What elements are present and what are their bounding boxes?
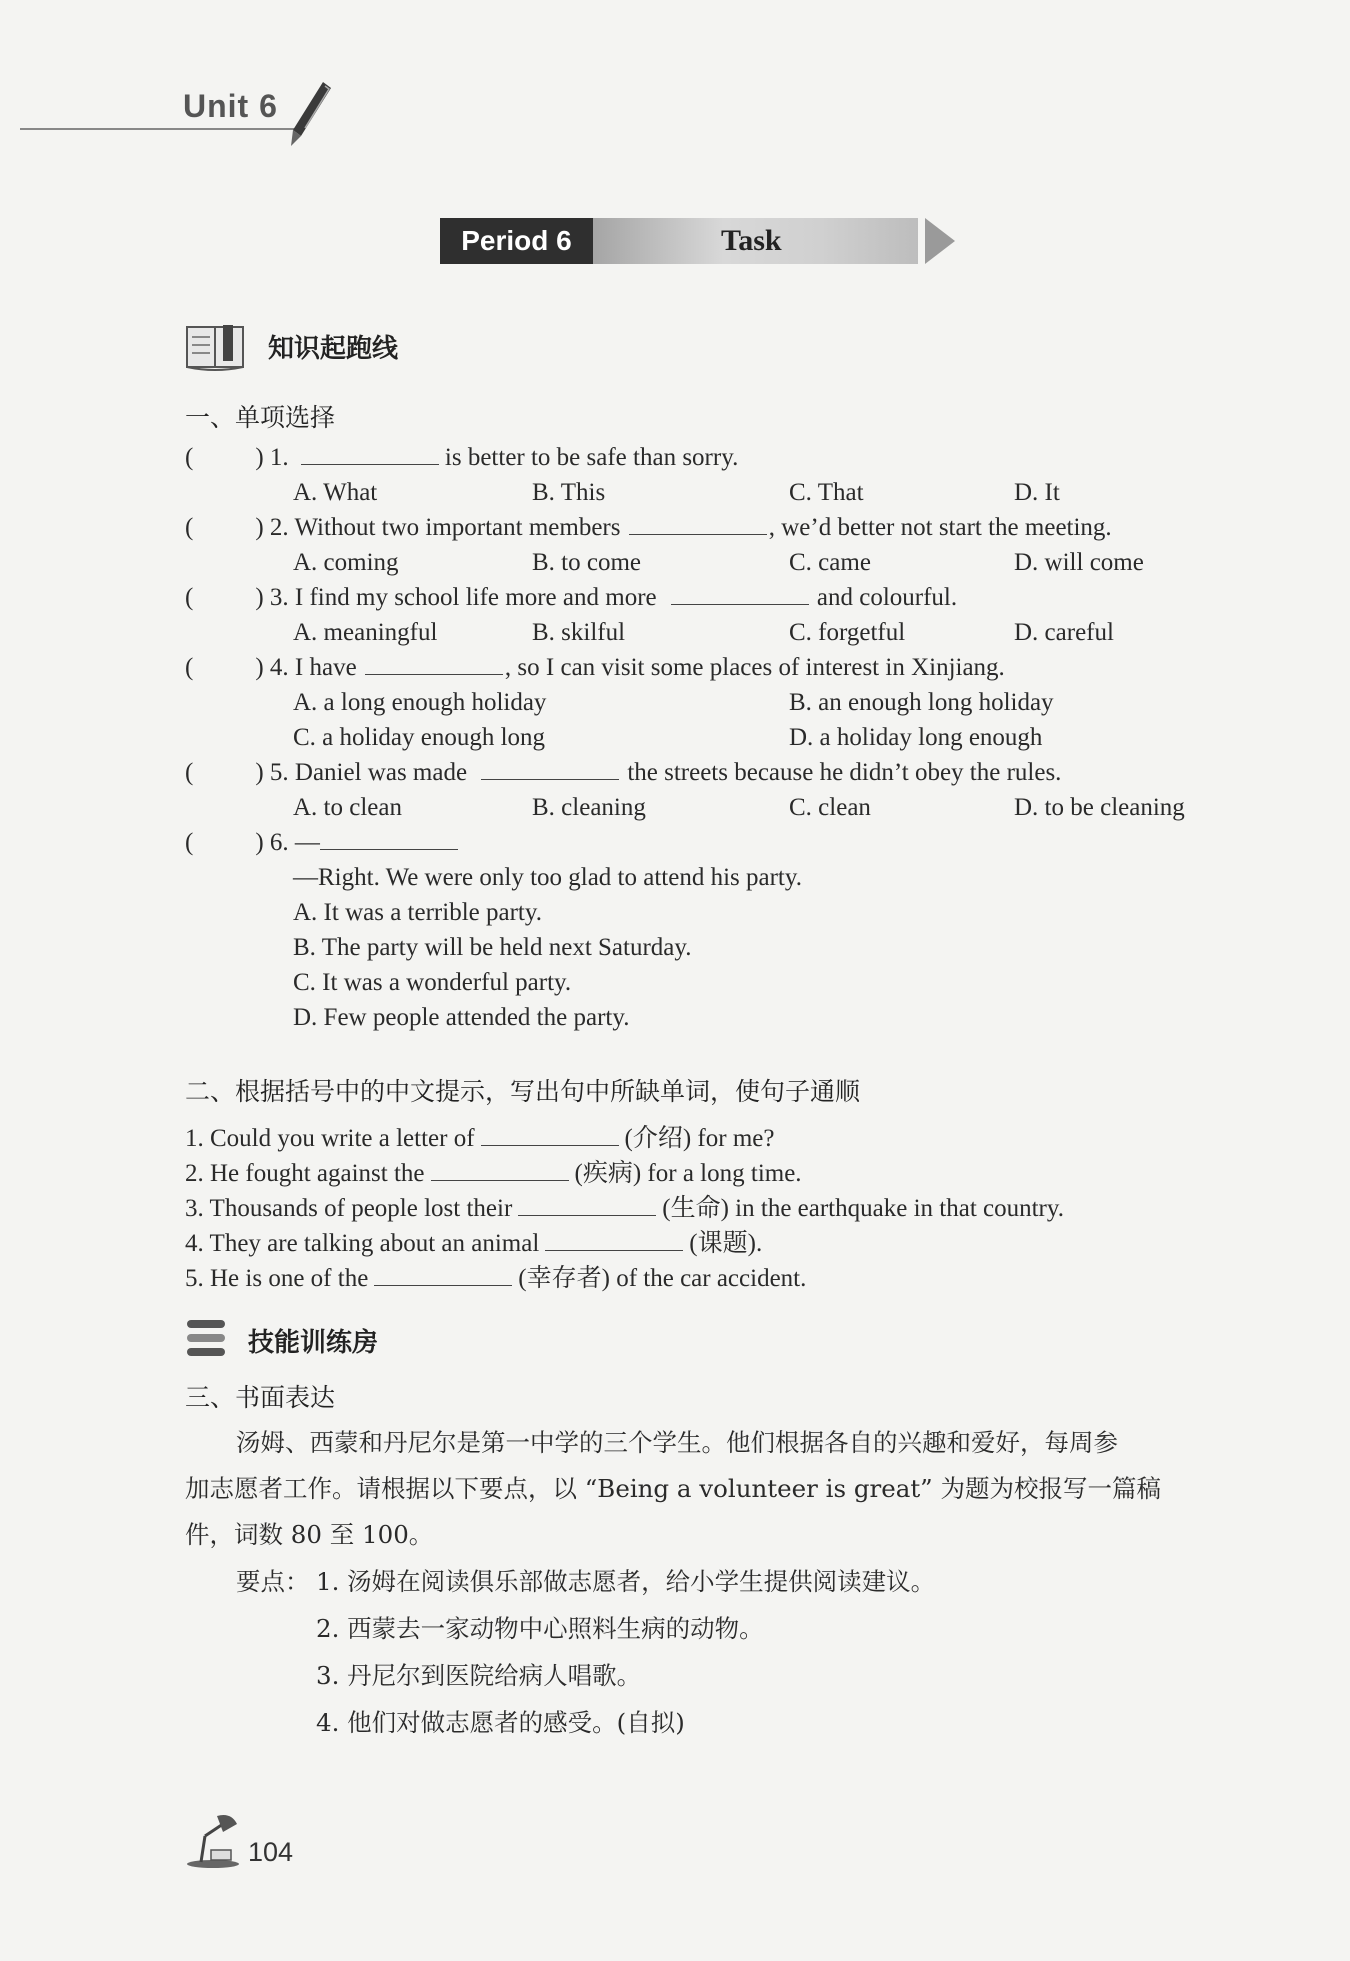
fill-item-3: 3. Thousands of people lost their (生命) in the earthquake in that country. xyxy=(185,1195,1065,1222)
q6-option-d: D. Few people attended the party. xyxy=(293,1004,630,1031)
q2-option-d: D. will come xyxy=(1014,549,1144,576)
page-number: 104 xyxy=(248,1837,294,1867)
q6-option-c: C. It was a wonderful party. xyxy=(293,969,572,996)
q5-option-c: C. clean xyxy=(789,794,871,821)
q4-option-c: C. a holiday enough long xyxy=(293,724,546,751)
q6-option-b: B. The party will be held next Saturday. xyxy=(293,934,692,961)
q4-option-b: B. an enough long holiday xyxy=(789,689,1054,716)
q3-option-c: C. forgetful xyxy=(789,619,906,646)
q1-option-b: B. This xyxy=(532,479,606,506)
q6-reply: —Right. We were only too glad to attend his party. xyxy=(293,864,803,891)
point-3: 3. 丹尼尔到医院给病人唱歌。 xyxy=(316,1661,642,1690)
unit-title: Unit 6 xyxy=(183,88,278,124)
question-5: ( ) 5. Daniel was made the streets because he didn’t obey the rules. xyxy=(185,759,1062,786)
part3-title: 三、书面表达 xyxy=(185,1383,336,1412)
part1-title: 一、单项选择 xyxy=(185,403,336,432)
q1-option-a: A. What xyxy=(293,479,378,506)
writing-prompt-line-3: 件，词数 80 至 100。 xyxy=(185,1520,434,1549)
q5-option-a: A. to clean xyxy=(293,794,402,821)
fill-item-5: 5. He is one of the (幸存者) of the car accident. xyxy=(185,1265,807,1292)
point-4: 4. 他们对做志愿者的感受。(自拟) xyxy=(316,1708,685,1737)
banner-arrow-icon xyxy=(925,218,955,264)
q2-option-a: A. coming xyxy=(293,549,399,576)
skill-icon xyxy=(185,1318,229,1358)
q6-option-a: A. It was a terrible party. xyxy=(293,899,542,926)
book-icon xyxy=(185,323,247,373)
question-2: ( ) 2. Without two important members , we’d better not start the meeting. xyxy=(185,514,1112,541)
q2-option-b: B. to come xyxy=(532,549,642,576)
q4-option-d: D. a holiday long enough xyxy=(789,724,1043,751)
section-title-1: 知识起跑线 xyxy=(268,334,399,364)
q1-option-d: D. It xyxy=(1014,479,1060,506)
question-3: ( ) 3. I find my school life more and more and colourful. xyxy=(185,584,958,611)
q3-option-a: A. meaningful xyxy=(293,619,438,646)
points-label: 要点： xyxy=(236,1567,310,1596)
period-label: Period 6 xyxy=(440,218,593,264)
point-2: 2. 西蒙去一家动物中心照料生病的动物。 xyxy=(316,1614,764,1643)
fill-item-4: 4. They are talking about an animal (课题). xyxy=(185,1230,763,1257)
question-6: ( ) 6. — xyxy=(185,829,458,857)
q1-option-c: C. That xyxy=(789,479,864,506)
q5-option-b: B. cleaning xyxy=(532,794,646,821)
q3-option-d: D. careful xyxy=(1014,619,1114,646)
desk-lamp-icon xyxy=(183,1810,243,1870)
task-label: Task xyxy=(593,218,918,264)
q5-option-d: D. to be cleaning xyxy=(1014,794,1185,821)
section-title-2: 技能训练房 xyxy=(248,1328,379,1358)
writing-prompt-line-2: 加志愿者工作。请根据以下要点，以 “Being a volunteer is great” 为题为校报写一篇稿 xyxy=(185,1474,1161,1503)
part2-title: 二、根据括号中的中文提示，写出句中所缺单词，使句子通顺 xyxy=(185,1077,861,1106)
writing-prompt-line-1: 汤姆、西蒙和丹尼尔是第一中学的三个学生。他们根据各自的兴趣和爱好，每周参 xyxy=(236,1428,1118,1457)
question-1: ( ) 1. is better to be safe than sorry. xyxy=(185,444,739,471)
q2-option-c: C. came xyxy=(789,549,871,576)
header-rule xyxy=(20,128,295,130)
fill-item-2: 2. He fought against the (疾病) for a long time. xyxy=(185,1160,802,1187)
q3-option-b: B. skilful xyxy=(532,619,626,646)
point-1: 1. 汤姆在阅读俱乐部做志愿者，给小学生提供阅读建议。 xyxy=(316,1567,936,1596)
pen-icon xyxy=(285,78,335,148)
q4-option-a: A. a long enough holiday xyxy=(293,689,547,716)
question-4: ( ) 4. I have , so I can visit some places of interest in Xinjiang. xyxy=(185,654,1005,681)
fill-item-1: 1. Could you write a letter of (介绍) for me? xyxy=(185,1125,775,1152)
